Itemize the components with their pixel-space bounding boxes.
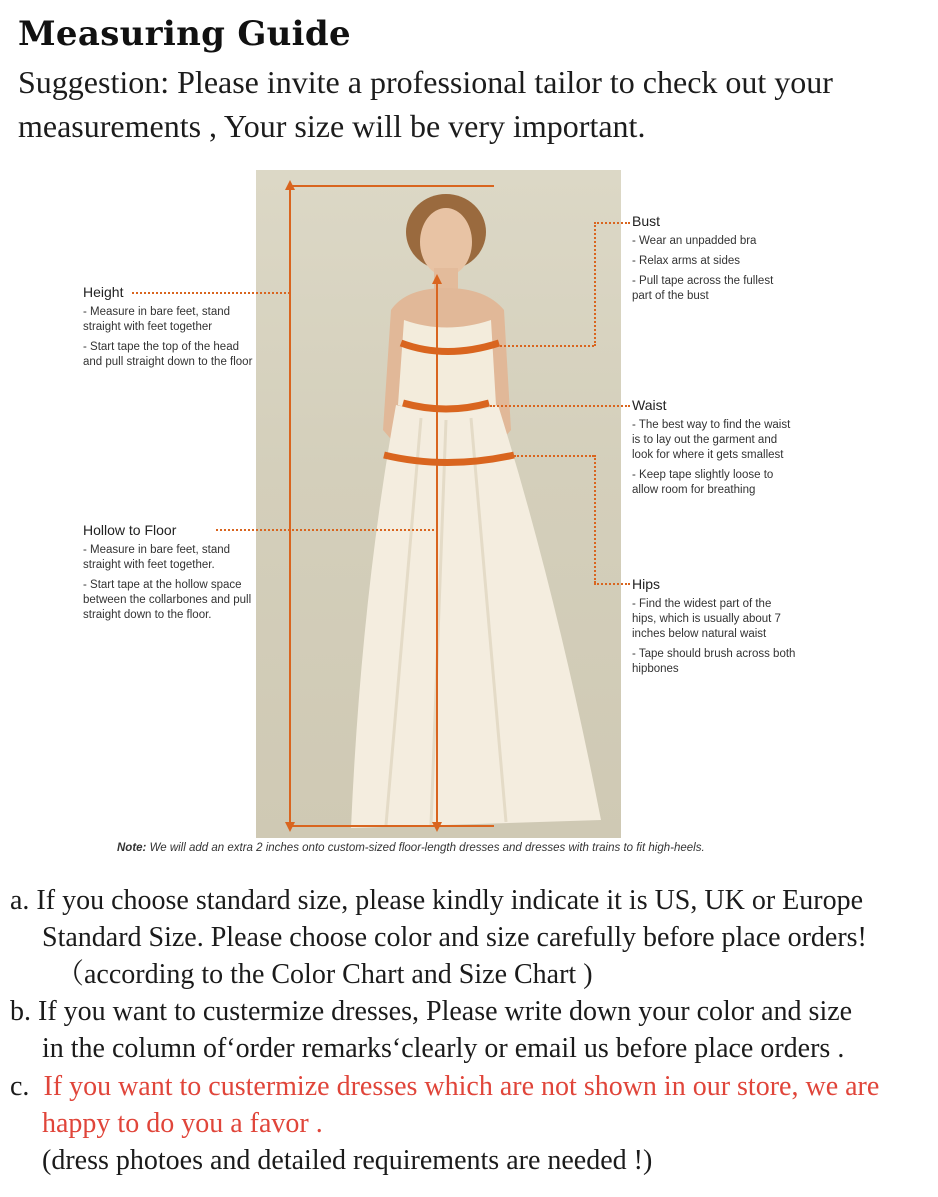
item-b xyxy=(10,993,852,1067)
height-item-2: - Start tape the top of the head and pull straight down to the floor xyxy=(83,341,253,368)
bust-item-2: - Relax arms at sides xyxy=(632,255,741,267)
note-body: We will add an extra 2 inches onto custom-sized floor-length dresses and dresses with trains to fit high-heels. xyxy=(146,842,705,854)
item-a-line3: （according to the Color Chart and Size Chart ) xyxy=(56,959,593,990)
hips-connector-vertical xyxy=(594,455,596,583)
measuring-figure xyxy=(256,170,621,838)
item-a xyxy=(10,882,867,993)
bodice-shape xyxy=(398,320,496,413)
bust-item-1: - Wear an unpadded bra xyxy=(632,235,757,247)
page-title: Measuring Guide xyxy=(18,14,351,54)
hips-item-1: - Find the widest part of the hips, which is usually about 7 inches below natural waist xyxy=(632,598,781,640)
waist-title: Waist xyxy=(632,397,667,413)
waist-connector xyxy=(490,405,630,407)
hollow-item-2: - Start tape at the hollow space between the collarbones and pull straight down to the floor. xyxy=(83,579,252,621)
height-item-1: - Measure in bare feet, stand straight with feet together xyxy=(83,306,231,333)
waist-label xyxy=(632,397,794,498)
bust-title: Bust xyxy=(632,213,661,229)
hips-item-2: - Tape should brush across both hipbones xyxy=(632,648,796,675)
item-c-line3: (dress photoes and detailed requirements are needed !) xyxy=(42,1145,653,1176)
height-label xyxy=(83,284,253,370)
item-b-line1: b. If you want to custermize dresses, Please write down your color and size xyxy=(10,996,853,1027)
height-title: Height xyxy=(83,284,124,300)
hips-connector xyxy=(514,455,594,457)
hollow-item-1: - Measure in bare feet, stand straight with feet together. xyxy=(83,544,231,571)
item-b-line2: in the column of‘order remarks‘clearly or email us before place orders . xyxy=(42,1033,845,1064)
waist-item-1: - The best way to find the waist is to lay out the garment and look for where it gets smallest xyxy=(632,419,791,461)
item-c-prefix: c. xyxy=(10,1071,44,1102)
item-a-line1: a. If you choose standard size, please kindly indicate it is US, UK or Europe xyxy=(10,885,864,916)
note-prefix: Note: xyxy=(117,842,147,854)
item-c-line2: happy to do you a favor . xyxy=(42,1108,323,1139)
hips-label xyxy=(632,576,797,677)
suggestion-text: Suggestion: Please invite a professional tailor to check out your measurements , Your size will be very important. xyxy=(18,64,833,144)
hips-title: Hips xyxy=(632,576,661,592)
hollow-title: Hollow to Floor xyxy=(83,522,177,538)
item-a-line2: Standard Size. Please choose color and size carefully before place orders! xyxy=(42,922,867,953)
item-c-line1: If you want to custermize dresses which are not shown in our store, we are xyxy=(43,1071,880,1102)
item-c xyxy=(10,1068,879,1179)
dress-illustration xyxy=(256,170,621,838)
waist-item-2: - Keep tape slightly loose to allow room for breathing xyxy=(632,469,774,496)
bust-label xyxy=(632,213,792,304)
face-shape xyxy=(420,208,472,276)
bust-connector-vertical xyxy=(594,222,596,346)
note-text xyxy=(117,842,837,854)
bust-item-3: - Pull tape across the fullest part of the bust xyxy=(632,275,774,302)
bust-connector xyxy=(500,345,594,347)
hips-connector-bottom xyxy=(594,583,630,585)
hollow-label xyxy=(83,522,258,623)
bust-connector-top xyxy=(594,222,630,224)
